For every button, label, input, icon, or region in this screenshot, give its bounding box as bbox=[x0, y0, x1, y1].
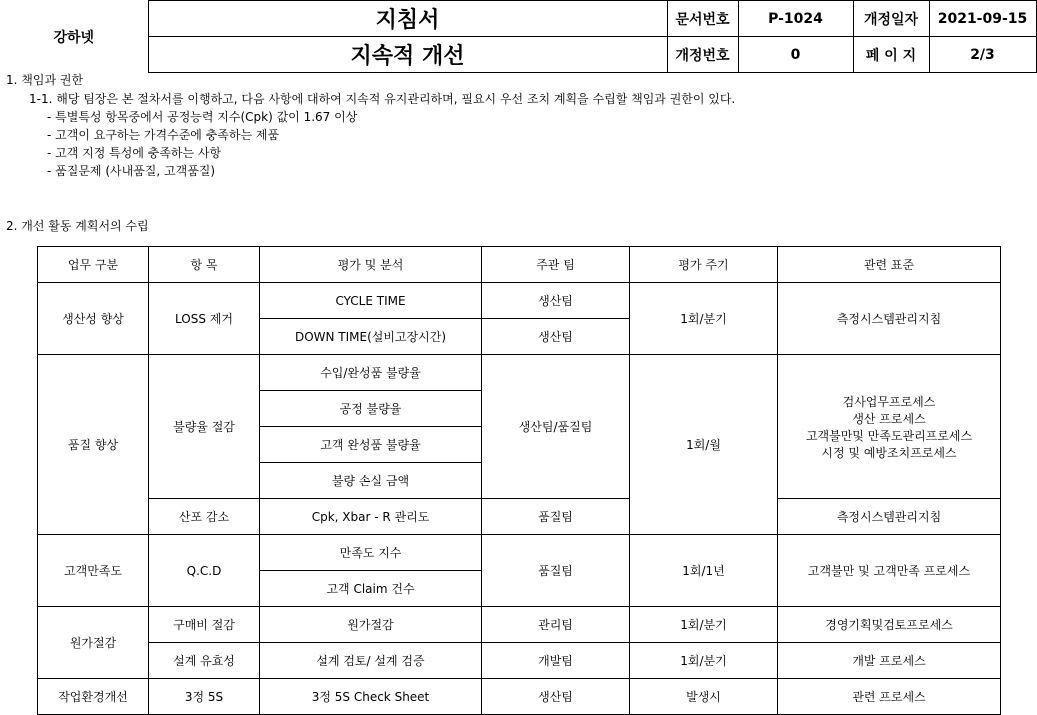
analysis-cell: 원가절감 bbox=[260, 607, 482, 643]
team-cell: 품질팀 bbox=[482, 499, 630, 535]
cycle-cell: 1회/분기 bbox=[630, 607, 778, 643]
analysis-cell: 수입/완성품 불량율 bbox=[260, 355, 482, 391]
standard-line: 시정 및 예방조치프로세스 bbox=[821, 445, 957, 460]
section1-subclause: 1-1. 해당 팀장은 본 절차서를 이행하고, 다음 사항에 대하여 지속적 유지관리하며, 필요시 우선 조치 계획을 수립할 책임과 권한이 있다. bbox=[29, 92, 736, 106]
item-cell: 구매비 절감 bbox=[149, 607, 260, 643]
analysis-cell: 불량 손실 금액 bbox=[260, 463, 482, 499]
table-header-row bbox=[38, 247, 1001, 283]
category-cell: 작업환경개선 bbox=[38, 679, 149, 715]
table-row bbox=[38, 283, 1001, 319]
team-cell: 개발팀 bbox=[482, 643, 630, 679]
standard-cell: 경영기획및검토프로세스 bbox=[778, 607, 1001, 643]
standard-line: 검사업무프로세스 bbox=[842, 394, 936, 409]
table-row bbox=[38, 607, 1001, 643]
column-header: 관련 표준 bbox=[778, 247, 1001, 283]
document-type: 지침서 bbox=[148, 1, 667, 37]
cycle-cell: 1회/분기 bbox=[630, 643, 778, 679]
item-cell: Q.C.D bbox=[149, 535, 260, 607]
standard-cell: 측정시스템관리지침 bbox=[778, 283, 1001, 355]
revision-date-label: 개정일자 bbox=[853, 1, 929, 37]
column-header: 평가 및 분석 bbox=[260, 247, 482, 283]
item-cell: 설계 유효성 bbox=[149, 643, 260, 679]
section1-bullet: - 특별특성 항목중에서 공정능력 지수(Cpk) 값이 1.67 이상 bbox=[47, 110, 358, 124]
column-header: 주관 팀 bbox=[482, 247, 630, 283]
item-cell: 산포 감소 bbox=[149, 499, 260, 535]
table-row bbox=[38, 679, 1001, 715]
analysis-cell: Cpk, Xbar - R 관리도 bbox=[260, 499, 482, 535]
page-label: 페 이 지 bbox=[853, 37, 929, 73]
analysis-cell: 고객 Claim 건수 bbox=[260, 571, 482, 607]
category-cell: 원가절감 bbox=[38, 607, 149, 679]
document-header bbox=[0, 0, 1037, 73]
section1-bullet: - 고객이 요구하는 가격수준에 충족하는 제품 bbox=[47, 128, 280, 142]
item-cell: 불량율 절감 bbox=[149, 355, 260, 499]
category-cell: 생산성 향상 bbox=[38, 283, 149, 355]
analysis-cell: 고객 완성품 불량율 bbox=[260, 427, 482, 463]
cycle-cell: 발생시 bbox=[630, 679, 778, 715]
analysis-cell: 공정 불량율 bbox=[260, 391, 482, 427]
company-name: 강하넷 bbox=[0, 1, 148, 73]
category-cell: 고객만족도 bbox=[38, 535, 149, 607]
team-cell: 생산팀 bbox=[482, 319, 630, 355]
analysis-cell: DOWN TIME(설비고장시간) bbox=[260, 319, 482, 355]
standard-cell: 고객불만 및 고객만족 프로세스 bbox=[778, 535, 1001, 607]
team-cell: 생산팀 bbox=[482, 679, 630, 715]
analysis-cell: 3정 5S Check Sheet bbox=[260, 679, 482, 715]
cycle-cell: 1회/1년 bbox=[630, 535, 778, 607]
standard-line: 고객불만및 만족도관리프로세스 bbox=[805, 428, 973, 443]
doc-number-label: 문서번호 bbox=[667, 1, 738, 37]
section1-bullet: - 고객 지정 특성에 충족하는 사항 bbox=[47, 146, 222, 160]
team-cell: 생산팀 bbox=[482, 283, 630, 319]
analysis-cell: 설계 검토/ 설계 검증 bbox=[260, 643, 482, 679]
analysis-cell: 만족도 지수 bbox=[260, 535, 482, 571]
standard-cell: 개발 프로세스 bbox=[778, 643, 1001, 679]
cycle-cell: 1회/월 bbox=[630, 355, 778, 535]
table-row bbox=[38, 535, 1001, 571]
standard-cell: 측정시스템관리지침 bbox=[778, 499, 1001, 535]
section1-bullet: - 품질문제 (사내품질, 고객품질) bbox=[47, 164, 216, 178]
section2-heading: 2. 개선 활동 계획서의 수립 bbox=[6, 219, 149, 233]
column-header: 업무 구분 bbox=[38, 247, 149, 283]
item-cell: LOSS 제거 bbox=[149, 283, 260, 355]
column-header: 평가 주기 bbox=[630, 247, 778, 283]
table-row bbox=[38, 499, 1001, 535]
standard-cell: 관련 프로세스 bbox=[778, 679, 1001, 715]
category-cell: 품질 향상 bbox=[38, 355, 149, 535]
table-row bbox=[38, 643, 1001, 679]
cycle-cell: 1회/분기 bbox=[630, 283, 778, 355]
standard-cell bbox=[778, 355, 1001, 499]
standard-line: 생산 프로세스 bbox=[852, 411, 926, 426]
table-row bbox=[38, 355, 1001, 391]
doc-number: P-1024 bbox=[738, 1, 853, 37]
column-header: 항 목 bbox=[149, 247, 260, 283]
revision-date: 2021-09-15 bbox=[929, 1, 1036, 37]
improvement-plan-table bbox=[37, 246, 1001, 715]
document-title: 지속적 개선 bbox=[148, 37, 667, 73]
section1-heading: 1. 책임과 권한 bbox=[6, 73, 84, 87]
team-cell: 생산팀/품질팀 bbox=[482, 355, 630, 499]
team-cell: 관리팀 bbox=[482, 607, 630, 643]
page-number: 2/3 bbox=[929, 37, 1036, 73]
item-cell: 3정 5S bbox=[149, 679, 260, 715]
team-cell: 품질팀 bbox=[482, 535, 630, 607]
revision-number: 0 bbox=[738, 37, 853, 73]
revision-number-label: 개정번호 bbox=[667, 37, 738, 73]
analysis-cell: CYCLE TIME bbox=[260, 283, 482, 319]
